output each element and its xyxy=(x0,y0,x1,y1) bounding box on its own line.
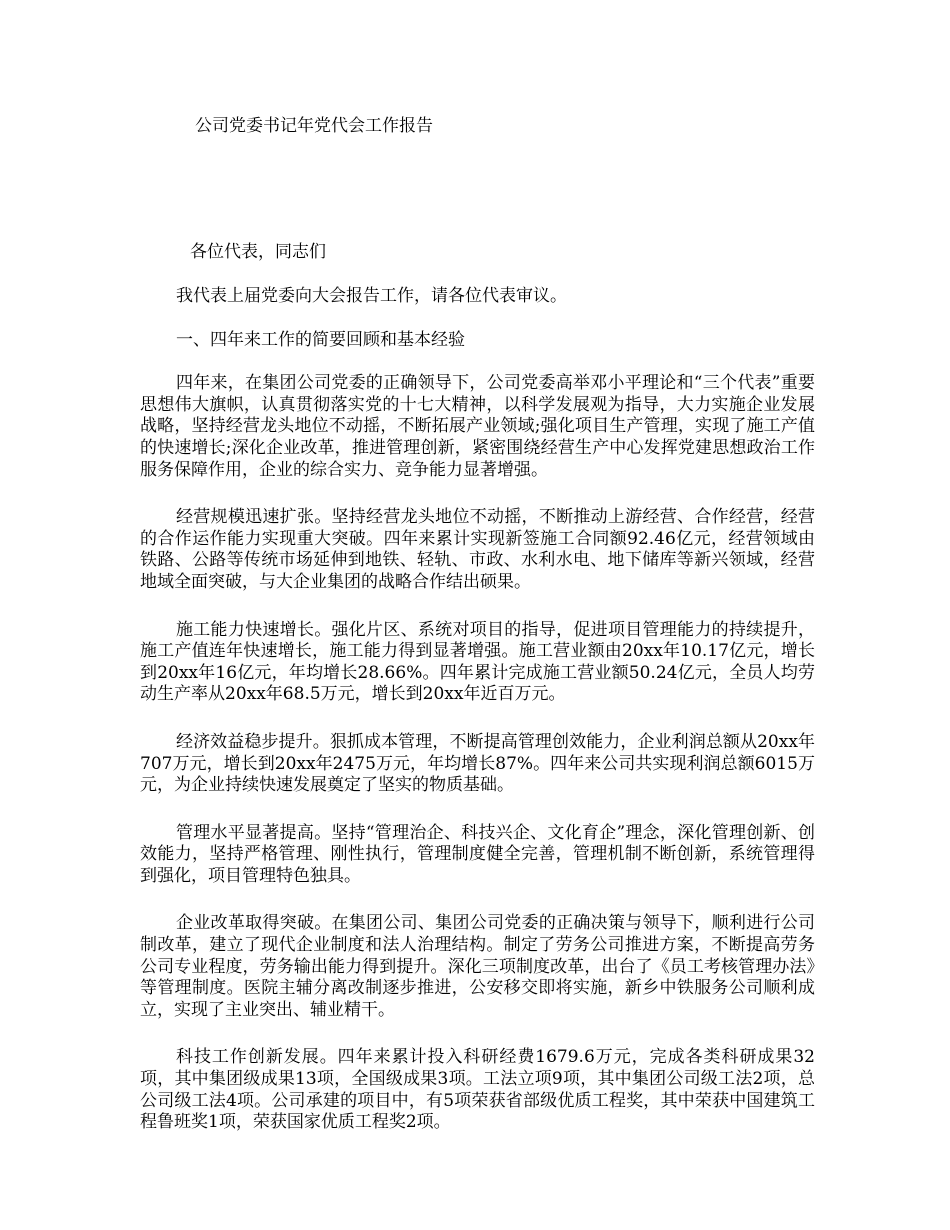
paragraph-management-level: 管理水平显著提高。坚持“管理治企、科技兴企、文化育企”理念，深化管理创新、创效能力，坚持严格管理、刚性执行，管理制度健全完善，管理机制不断创新，系统管理得到强化，项目管理特色独具。 xyxy=(140,822,815,886)
section-heading: 一、四年来工作的简要回顾和基本经验 xyxy=(176,329,465,350)
paragraph-construction-capacity: 施工能力快速增长。强化片区、系统对项目的指导，促进项目管理能力的持续提升，施工产值连年快速增长，施工能力得到显著增强。施工营业额由20xx年10.17亿元，增长到20xx年16亿元，年均增长28.66%。四年累计完成施工营业额50.24亿元，全员人均劳动生产率从20xx年68.5万元，增长到20xx年近百万元。 xyxy=(140,619,815,705)
paragraph-business-scale: 经营规模迅速扩张。坚持经营龙头地位不动摇，不断推动上游经营、合作经营，经营的合作运作能力实现重大突破。四年来累计实现新签施工合同额92.46亿元，经营领域由铁路、公路等传统市场延伸到地铁、轻轨、市政、水利水电、地下储库等新兴领域，经营地域全面突破，与大企业集团的战略合作结出硕果。 xyxy=(140,507,815,592)
paragraph-intro: 我代表上届党委向大会报告工作，请各位代表审议。 xyxy=(176,286,567,306)
salutation: 各位代表，同志们 xyxy=(190,242,326,262)
paragraph-enterprise-reform: 企业改革取得突破。在集团公司、集团公司党委的正确决策与领导下，顺利进行公司制改革，建立了现代企业制度和法人治理结构。制定了劳务公司推进方案，不断提高劳务公司专业程度，劳务输出能力得到提升。深化三项制度改革，出台了《员工考核管理办法》等管理制度。医院主辅分离改制逐步推进，公安移交即将实施，新乡中铁服务公司顺利成立，实现了主业突出、辅业精干。 xyxy=(140,913,815,1020)
paragraph-technology-innovation: 科技工作创新发展。四年来累计投入科研经费1679.6万元，完成各类科研成果32项，其中集团级成果13项，全国级成果3项。工法立项9项，其中集团公司级工法2项，总公司级工法4项。公司承建的项目中，有5项荣获省部级优质工程奖，其中荣获中国建筑工程鲁班奖1项，荣获国家优质工程奖2项。 xyxy=(140,1047,815,1133)
document-body xyxy=(140,286,815,1160)
paragraph-economic-benefit: 经济效益稳步提升。狠抓成本管理，不断提高管理创效能力，企业利润总额从20xx年707万元，增长到20xx年2475万元，年均增长87%。四年来公司共实现利润总额6015万元，为企业持续快速发展奠定了坚实的物质基础。 xyxy=(140,731,815,796)
document-title: 公司党委书记年党代会工作报告 xyxy=(195,116,433,136)
paragraph-overview: 四年来，在集团公司党委的正确领导下，公司党委高举邓小平理论和“三个代表”重要思想伟大旗帜，认真贯彻落实党的十七大精神，以科学发展观为指导，大力实施企业发展战略，坚持经营龙头地位不动摇，不断拓展产业领域;强化项目生产管理，实现了施工产值的快速增长;深化企业改革，推进管理创新，紧密围绕经营生产中心发挥党建思想政治工作服务保障作用，企业的综合实力、竞争能力显著增强。 xyxy=(140,373,815,480)
